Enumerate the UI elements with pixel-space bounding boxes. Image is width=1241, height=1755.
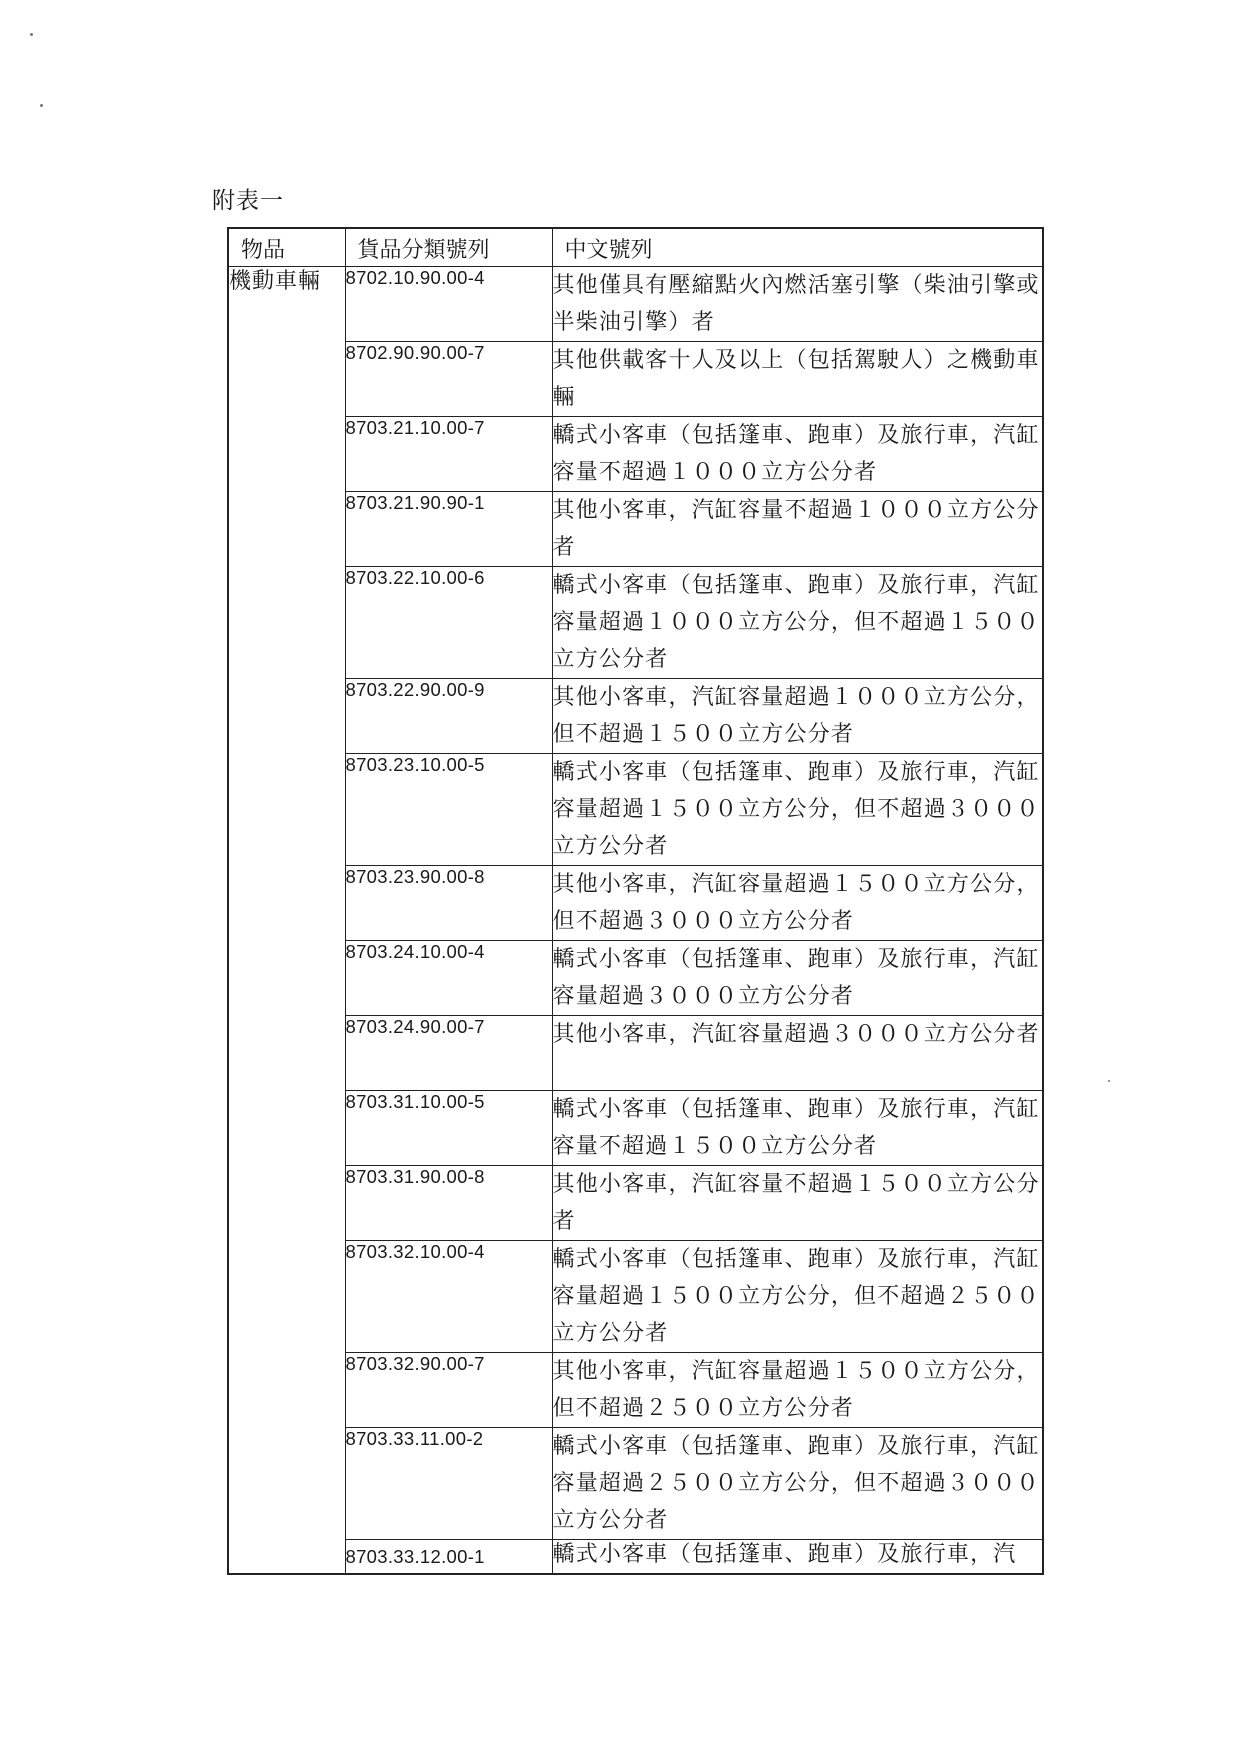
table-row (228, 865, 1043, 940)
table-row (228, 1539, 1043, 1574)
tariff-code-cell: 8703.22.90.00-9 (345, 678, 552, 753)
description-cell: 轎式小客車（包括篷車、跑車）及旅行車，汽缸容量超過１５００立方公分，但不超過２５００立方公分者 (552, 1240, 1043, 1352)
description-cell: 轎式小客車（包括篷車、跑車）及旅行車，汽缸容量超過２５００立方公分，但不超過３０００立方公分者 (552, 1427, 1043, 1539)
category-cell: 機動車輛 (228, 266, 345, 1574)
tariff-table (227, 227, 1044, 1575)
page-title: 附表一 (212, 188, 284, 214)
tariff-code-cell: 8702.10.90.00-4 (345, 266, 552, 341)
table-row (228, 940, 1043, 1015)
header-item: 物品 (228, 228, 345, 266)
table-row (228, 678, 1043, 753)
description-cell: 其他小客車，汽缸容量超過１５００立方公分，但不超過２５００立方公分者 (552, 1352, 1043, 1427)
table-row (228, 341, 1043, 416)
tariff-code-cell: 8703.32.90.00-7 (345, 1352, 552, 1427)
table-row (228, 1240, 1043, 1352)
table-row (228, 753, 1043, 865)
tariff-code-cell: 8703.23.90.00-8 (345, 865, 552, 940)
description-cell: 轎式小客車（包括篷車、跑車）及旅行車，汽缸容量超過１５００立方公分，但不超過３０００立方公分者 (552, 753, 1043, 865)
tariff-code-cell: 8703.32.10.00-4 (345, 1240, 552, 1352)
table-row (228, 566, 1043, 678)
tariff-code-cell: 8703.31.90.00-8 (345, 1165, 552, 1240)
description-cell: 其他小客車，汽缸容量超過１５００立方公分，但不超過３０００立方公分者 (552, 865, 1043, 940)
description-cell: 轎式小客車（包括篷車、跑車）及旅行車，汽缸容量不超過１５００立方公分者 (552, 1090, 1043, 1165)
description-cell: 轎式小客車（包括篷車、跑車）及旅行車，汽缸容量超過１０００立方公分，但不超過１５００立方公分者 (552, 566, 1043, 678)
description-cell: 轎式小客車（包括篷車、跑車）及旅行車，汽缸容量超過３０００立方公分者 (552, 940, 1043, 1015)
tariff-code-cell: 8703.33.12.00-1 (345, 1539, 552, 1574)
scan-speck (30, 33, 33, 36)
description-cell: 轎式小客車（包括篷車、跑車）及旅行車，汽 (552, 1539, 1043, 1574)
table-row (228, 1090, 1043, 1165)
description-cell: 其他小客車，汽缸容量超過１０００立方公分，但不超過１５００立方公分者 (552, 678, 1043, 753)
table-row (228, 1165, 1043, 1240)
tariff-code-cell: 8702.90.90.00-7 (345, 341, 552, 416)
table-row (228, 1427, 1043, 1539)
table-row (228, 266, 1043, 341)
table-header-row (228, 228, 1043, 266)
description-cell: 其他小客車，汽缸容量不超過１０００立方公分者 (552, 491, 1043, 566)
tariff-code-cell: 8703.24.10.00-4 (345, 940, 552, 1015)
table-row (228, 416, 1043, 491)
tariff-code-cell: 8703.31.10.00-5 (345, 1090, 552, 1165)
tariff-code-cell: 8703.23.10.00-5 (345, 753, 552, 865)
tariff-code-cell: 8703.21.90.90-1 (345, 491, 552, 566)
tariff-code-cell: 8703.21.10.00-7 (345, 416, 552, 491)
tariff-code-cell: 8703.33.11.00-2 (345, 1427, 552, 1539)
description-cell: 其他小客車，汽缸容量超過３０００立方公分者 (552, 1015, 1043, 1090)
description-cell: 其他小客車，汽缸容量不超過１５００立方公分者 (552, 1165, 1043, 1240)
table-body (228, 266, 1043, 1574)
table-row (228, 1015, 1043, 1090)
table-row (228, 1352, 1043, 1427)
scan-speck (40, 104, 43, 107)
header-chinese-description: 中文號列 (552, 228, 1043, 266)
description-cell: 轎式小客車（包括篷車、跑車）及旅行車，汽缸容量不超過１０００立方公分者 (552, 416, 1043, 491)
header-tariff-code: 貨品分類號列 (345, 228, 552, 266)
tariff-code-cell: 8703.22.10.00-6 (345, 566, 552, 678)
description-cell: 其他僅具有壓縮點火內燃活塞引擎（柴油引擎或半柴油引擎）者 (552, 266, 1043, 341)
description-cell: 其他供載客十人及以上（包括駕駛人）之機動車輛 (552, 341, 1043, 416)
scan-speck (1108, 1080, 1110, 1082)
table-row (228, 491, 1043, 566)
tariff-code-cell: 8703.24.90.00-7 (345, 1015, 552, 1090)
